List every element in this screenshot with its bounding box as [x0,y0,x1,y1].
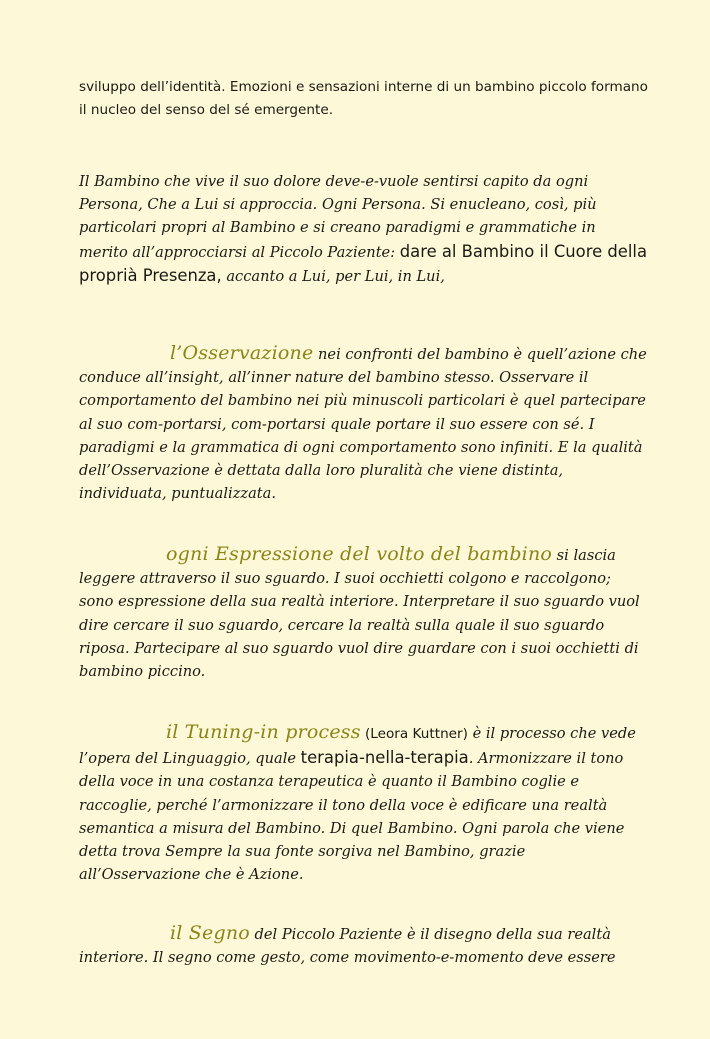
paragraph-sign [79,922,649,969]
paragraph-observation [79,342,649,505]
paragraph-expression-text: si lascia leggere attraverso il suo sguardo. I suoi occhietti colgono e raccolgono; sono espressione della sua realtà interiore. Interpretare il suo sguardo vuol dire cercare il suo sguardo, cercare la realtà sulla quale il suo sguardo riposa. Partecipare al suo sguardo vuol dire guardare con i suoi occhietti di bambino piccino. [79,547,640,681]
paragraph-tuning-text2: . Armonizzare il tono della voce in una costanza terapeutica è quanto il Bambino coglie e raccoglie, perché l’armonizzare il tono della voce è edificare una realtà semantica a misura del Bambino. Di quel Bambino. Ogni parola che viene detta trova Sempre la sua fonte sorgiva nel Bambino, grazie all’Osservazione che è Azione. [79,750,625,884]
paragraph-child-pain-emphasis: dare al Bambino il Cuore della propriа̀ Presenza, [79,241,648,285]
heading-observation: l’Osservazione [170,342,314,364]
heading-tuning: il Tuning-in process [166,721,361,743]
paragraph-child-pain-text: Il Bambino che vive il suo dolore deve-e-vuole sentirsi capito da ogni Persona, Che a Lui si approccia. Ogni Persona. Si enucleano, così, più particolari propri al Bambino e si creano paradigmi e grammatiche in merito all’approcciarsi al Piccolo Paziente: [79,173,597,261]
paragraph-expression [79,543,649,683]
paragraph-sign-text: del Piccolo Paziente è il disegno della sua realtà interiore. Il segno come gesto, come movimento-e-momento deve essere [79,926,616,967]
paragraph-observation-text: nei confronti del bambino è quell’azione che conduce all’insight, all’inner nature del bambino stesso. Osservare il comportamento del bambino nei più minuscoli particolari è quel partecipare al suo com-portarsi, com-portarsi quale portare il suo essere con sé. I paradigmi e la grammatica di ogni comportamento sono infiniti. E la qualità dell’Osservazione è dettata dalla loro pluralità che viene distinta, individuata, puntualizzata. [79,346,647,503]
paragraph-identity-text: sviluppo dell’identità. Emozioni e sensazioni interne di un bambino piccolo formano il nucleo del senso del sé emergente. [79,79,648,119]
paragraph-child-pain-tail: accanto a Lui, per Lui, in Lui, [221,267,445,285]
paragraph-identity [79,76,649,122]
heading-expression: ogni Espressione del volto del bambino [166,543,553,565]
tuning-credit: (Leora Kuttner) [360,726,468,742]
tuning-emphasis: terapia-nella-terapia [300,748,469,768]
paragraph-tuning [79,721,649,886]
paragraph-child-pain [79,170,649,288]
heading-sign: il Segno [170,922,250,944]
paragraph-tuning-text1: è il processo che vede l’opera del Linguaggio, quale [79,725,636,768]
